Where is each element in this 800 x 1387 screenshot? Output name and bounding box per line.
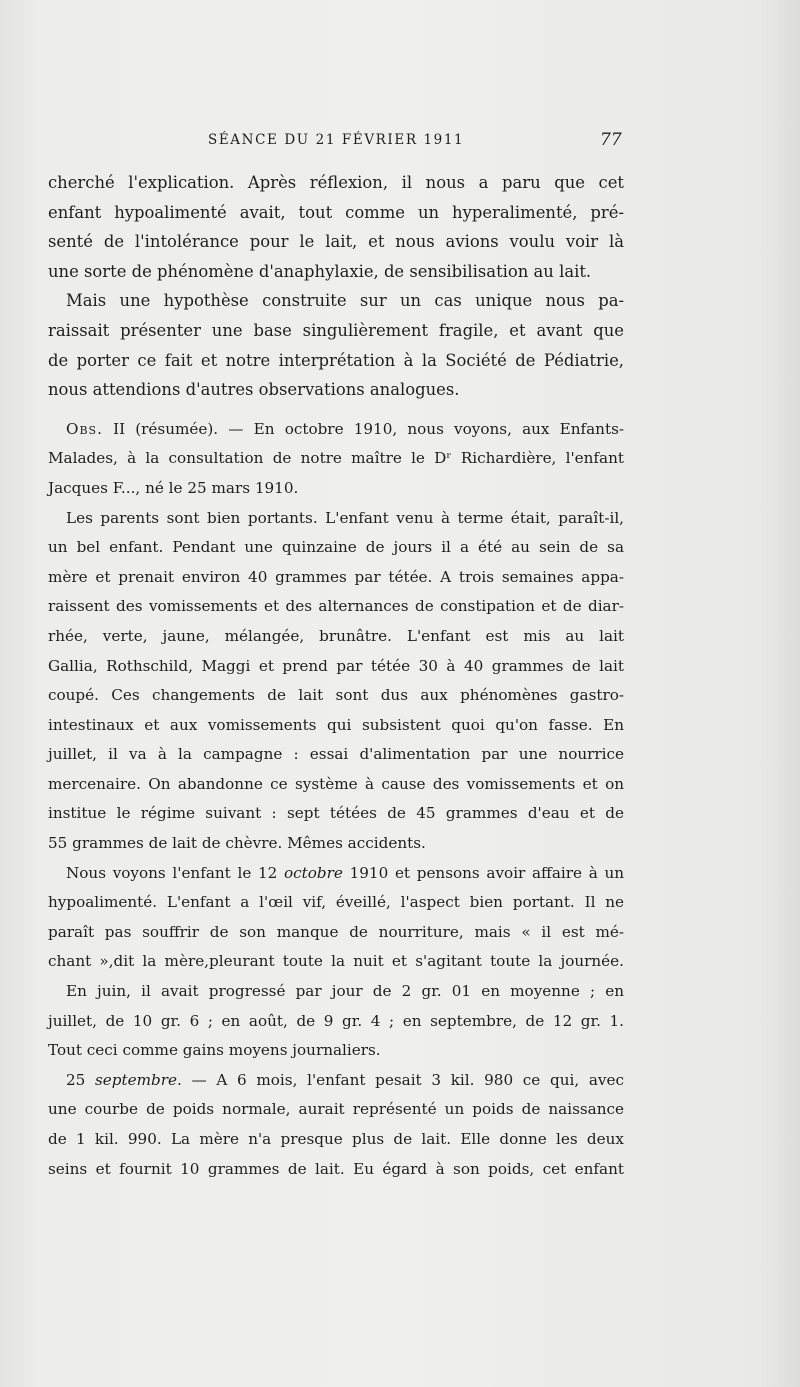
text-line: Nous voyons l'enfant le 12 octobre 1910 et pensons avoir affaire à un xyxy=(66,863,625,882)
text-line: raissait présenter une base singulièrement fragile, et avant que xyxy=(48,320,624,340)
paragraph xyxy=(48,504,624,859)
text-line: une courbe de poids normale, aurait représenté un poids de naissance xyxy=(48,1100,624,1119)
text-line: cherché l'explication. Après réflexion, il nous a paru que cet xyxy=(48,173,624,192)
text-line: une sorte de phénomène d'anaphylaxie, de sensibilisation au lait. xyxy=(48,261,592,281)
text-line: mère et prenait environ 40 grammes par tétée. A trois semaines appa- xyxy=(48,567,624,586)
text-line: Mais une hypothèse construite sur un cas unique nous pa- xyxy=(66,291,624,311)
text-line: intestinaux et aux vomissements qui subsistent quoi qu'on fasse. En xyxy=(48,715,624,734)
paragraph xyxy=(48,286,624,404)
text-line: rhée, verte, jaune, mélangée, brunâtre. L'enfant est mis au lait xyxy=(48,626,624,645)
text-line: Gallia, Rothschild, Maggi et prend par tétée 30 à 40 grammes de lait xyxy=(48,656,624,675)
text-line: Les parents sont bien portants. L'enfant venu à terme était, paraît-il, xyxy=(66,508,624,527)
text-line: 55 grammes de lait de chèvre. Mêmes accidents. xyxy=(48,834,426,853)
paragraph xyxy=(48,859,624,977)
text-line: de 1 kil. 990. La mère n'a presque plus de lait. Elle donne les deux xyxy=(48,1130,624,1148)
text-line: Tout ceci comme gains moyens journaliers. xyxy=(48,1041,381,1060)
page-header xyxy=(0,130,800,156)
observation-paragraph xyxy=(48,415,624,504)
text-line: institue le régime suivant : sept tétées de 45 grammes d'eau et de xyxy=(48,804,624,823)
text-line: seins et fournit 10 grammes de lait. Eu égard à son poids, cet enfant xyxy=(48,1159,624,1178)
text-line: 25 septembre. — A 6 mois, l'enfant pesait 3 kil. 980 ce qui, avec xyxy=(66,1070,624,1089)
text-line: juillet, de 10 gr. 6 ; en août, de 9 gr. 4 ; en septembre, de 12 gr. 1. xyxy=(48,1011,624,1030)
text-line: Jacques F..., né le 25 mars 1910. xyxy=(48,478,299,497)
text-line: coupé. Ces changements de lait sont dus aux phénomènes gastro- xyxy=(48,686,624,705)
text-line: hypoalimenté. L'enfant a l'œil vif, éveillé, l'aspect bien portant. Il ne xyxy=(48,893,624,912)
running-head: SÉANCE DU 21 FÉVRIER 1911 xyxy=(208,132,465,148)
text-line: de porter ce fait et notre interprétation à la Société de Pédiatrie, xyxy=(48,350,624,370)
text-line: raissent des vomissements et des alternances de constipation et de diar- xyxy=(48,597,624,616)
obs-label: Obs. xyxy=(66,419,103,438)
text-line: un bel enfant. Pendant une quinzaine de jours il a été au sein de sa xyxy=(48,538,624,557)
paragraph xyxy=(48,977,624,1066)
paragraph xyxy=(48,168,624,286)
page-number: 77 xyxy=(600,130,622,150)
text-line: paraît pas souffrir de son manque de nourriture, mais « il est mé- xyxy=(48,922,624,941)
text-line: Obs. II (résumée). — En octobre 1910, nous voyons, aux Enfants- xyxy=(66,419,624,438)
text-line: chant »,dit la mère,pleurant toute la nuit et s'agitant toute la journée. xyxy=(48,952,624,971)
text-line: enfant hypoalimenté avait, tout comme un hyperalimenté, pré- xyxy=(48,202,624,222)
text-line: nous attendions d'autres observations analogues. xyxy=(48,380,460,400)
body-text xyxy=(48,168,624,1184)
text-line: juillet, il va à la campagne : essai d'alimentation par une nourrice xyxy=(48,745,624,764)
italic-date: septembre xyxy=(95,1070,177,1089)
italic-date: octobre xyxy=(284,863,343,882)
paragraph xyxy=(48,1066,624,1184)
text-line: En juin, il avait progressé par jour de 2 gr. 01 en moyenne ; en xyxy=(66,982,624,1001)
text-line: Malades, à la consultation de notre maître le Dʳ Richardière, l'enfant xyxy=(48,449,624,468)
text-line: senté de l'intolérance pour le lait, et nous avions voulu voir là xyxy=(48,232,624,252)
text-line: mercenaire. On abandonne ce système à cause des vomissements et on xyxy=(48,774,624,793)
